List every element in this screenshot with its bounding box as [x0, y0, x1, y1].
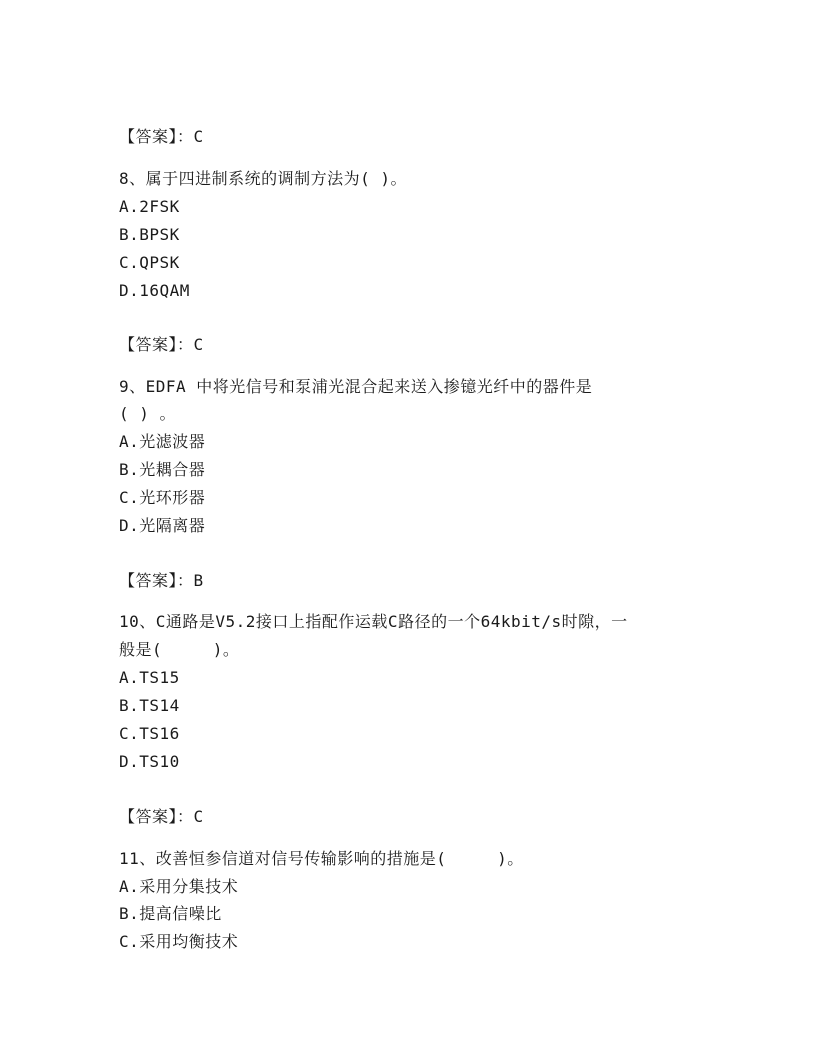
question-10-option-b: B.TS14 — [119, 696, 180, 715]
question-9-stem-line1: 9、EDFA 中将光信号和泵浦光混合起来送入掺镱光纤中的器件是 — [119, 377, 593, 396]
question-9-stem-line2: ( ) 。 — [119, 404, 177, 423]
question-9-option-b: B.光耦合器 — [119, 460, 206, 479]
question-11-option-a: A.采用分集技术 — [119, 877, 239, 896]
answer-8: 【答案】：C — [119, 335, 204, 354]
question-10-option-c: C.TS16 — [119, 724, 180, 743]
answer-10: 【答案】：C — [119, 807, 204, 826]
question-8-option-a: A.2FSK — [119, 197, 180, 216]
question-10-option-d: D.TS10 — [119, 752, 180, 771]
question-11-option-c: C.采用均衡技术 — [119, 932, 239, 951]
question-8-option-b: B.BPSK — [119, 225, 180, 244]
question-8-stem: 8、属于四进制系统的调制方法为( )。 — [119, 169, 408, 188]
question-10-stem-line2: 般是( )。 — [119, 640, 240, 659]
question-9-option-d: D.光隔离器 — [119, 516, 206, 535]
answer-7: 【答案】：C — [119, 127, 204, 146]
question-8-option-d: D.16QAM — [119, 281, 190, 300]
question-9-option-a: A.光滤波器 — [119, 432, 206, 451]
question-10-option-a: A.TS15 — [119, 668, 180, 687]
question-8-option-c: C.QPSK — [119, 253, 180, 272]
question-9-option-c: C.光环形器 — [119, 488, 206, 507]
answer-9: 【答案】：B — [119, 571, 204, 590]
question-11-option-b: B.提高信噪比 — [119, 904, 222, 923]
question-10-stem-line1: 10、C通路是V5.2接口上指配作运载C路径的一个64kbit/s时隙，一 — [119, 612, 628, 631]
question-11-stem: 11、改善恒参信道对信号传输影响的措施是( )。 — [119, 849, 524, 868]
